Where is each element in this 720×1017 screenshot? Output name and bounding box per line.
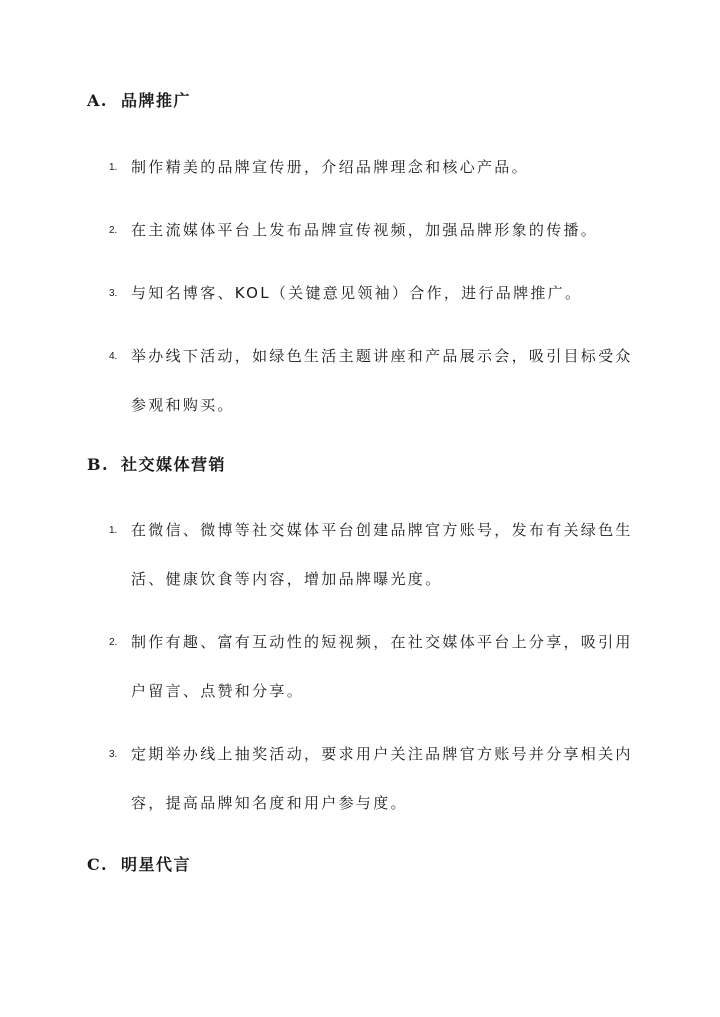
list-number: 2. bbox=[109, 225, 118, 236]
list-number: 2. bbox=[109, 637, 118, 648]
section-heading-c bbox=[87, 848, 640, 882]
list-number: 1. bbox=[109, 525, 118, 536]
section-title: 明星代言 bbox=[121, 855, 192, 874]
section-label: C. bbox=[87, 855, 109, 874]
list-text: 制作精美的品牌宣传册，介绍品牌理念和核心产品。 bbox=[131, 158, 529, 176]
list-text: 制作有趣、富有互动性的短视频，在社交媒体平台上分享，吸引用户留言、点赞和分享。 bbox=[131, 633, 633, 700]
list-item bbox=[87, 206, 640, 255]
list-number: 3. bbox=[109, 749, 118, 760]
section-a-list bbox=[87, 143, 640, 430]
section-title: 品牌推广 bbox=[121, 91, 192, 110]
section-heading-a bbox=[87, 84, 640, 118]
list-item bbox=[87, 506, 640, 604]
list-text: 定期举办线上抽奖活动，要求用户关注品牌官方账号并分享相关内容，提高品牌知名度和用户参与度。 bbox=[131, 745, 633, 812]
list-number: 1. bbox=[109, 162, 118, 173]
list-text: 在主流媒体平台上发布品牌宣传视频，加强品牌形象的传播。 bbox=[131, 221, 599, 239]
list-number: 3. bbox=[109, 288, 118, 299]
list-text: 与知名博客、KOL（关键意见领袖）合作，进行品牌推广。 bbox=[131, 284, 583, 302]
section-title: 社交媒体营销 bbox=[121, 455, 227, 474]
section-label: B. bbox=[87, 455, 110, 474]
list-item bbox=[87, 618, 640, 716]
section-heading-b bbox=[87, 448, 640, 482]
list-item bbox=[87, 269, 640, 318]
list-item bbox=[87, 143, 640, 192]
section-label: A. bbox=[87, 91, 108, 110]
list-item bbox=[87, 332, 640, 430]
list-text: 在微信、微博等社交媒体平台创建品牌官方账号，发布有关绿色生活、健康饮食等内容，增加品牌曝光度。 bbox=[131, 521, 633, 588]
list-item bbox=[87, 730, 640, 828]
list-text: 举办线下活动，如绿色生活主题讲座和产品展示会，吸引目标受众参观和购买。 bbox=[131, 347, 633, 414]
section-b-list bbox=[87, 506, 640, 828]
list-number: 4. bbox=[109, 351, 118, 362]
